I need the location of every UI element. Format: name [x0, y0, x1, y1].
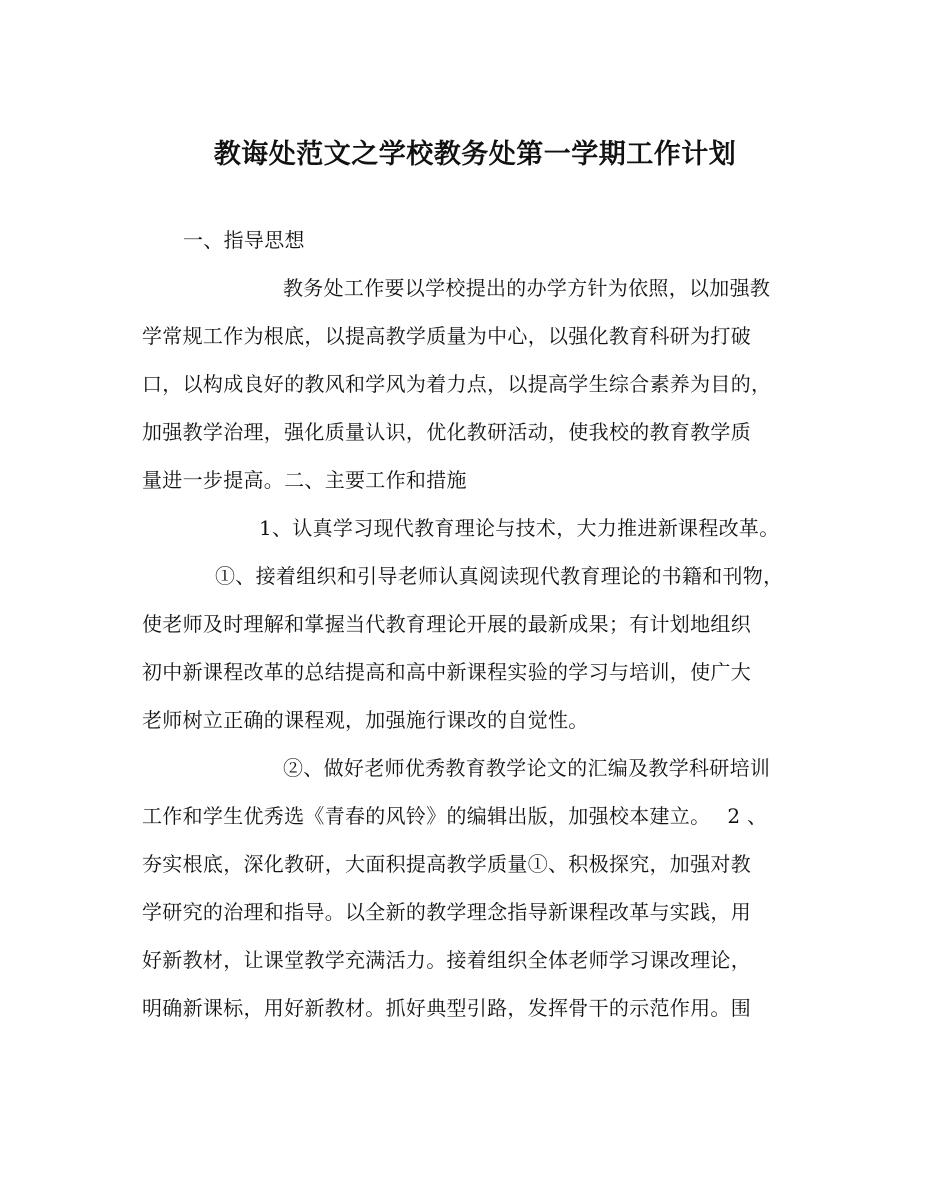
paragraph-line: 1、认真学习现代教育理论与技术，大力推进新课程改革。 [259, 516, 780, 540]
paragraph-line: 学研究的治理和指导。以全新的教学理念指导新课程改革与实践，用 [142, 900, 751, 924]
document-title: 教诲处范文之学校教务处第一学期工作计划 [213, 139, 737, 170]
paragraph-line: 好新教材，让课堂教学充满活力。接着组织全体老师学习课改理论， [142, 948, 751, 972]
paragraph-line: 使老师及时理解和掌握当代教育理论开展的最新成果；有计划地组织 [142, 612, 751, 636]
paragraph-line: 夯实根底，深化教研，大面积提高教学质量①、积极探究，加强对教 [142, 852, 751, 876]
paragraph-line: 口，以构成良好的教风和学风为着力点，以提高学生综合素养为目的， [142, 372, 772, 396]
paragraph-line: 教务处工作要以学校提出的办学方针为依照，以加强教 [283, 276, 771, 300]
paragraph-line: 学常规工作为根底，以提高教学质量为中心，以强化教育科研为打破 [142, 324, 751, 348]
paragraph-line: ①、接着组织和引导老师认真阅读现代教育理论的书籍和刊物， [215, 564, 784, 588]
paragraph-line: 加强教学治理，强化质量认识，优化教研活动，使我校的教育教学质 [142, 420, 751, 444]
paragraph-line: 量进一步提高。二、主要工作和措施 [142, 468, 467, 492]
paragraph-line: 初中新课程改革的总结提高和高中新课程实验的学习与培训，使广大 [142, 660, 751, 684]
paragraph-line: ②、做好老师优秀教育教学论文的汇编及教学科研培训 [283, 756, 771, 780]
paragraph-line: 工作和学生优秀选《青春的风铃》的编辑出版，加强校本建立。 2 、 [142, 804, 768, 828]
paragraph-line: 明确新课标，用好新教材。抓好典型引路，发挥骨干的示范作用。围 [142, 996, 751, 1020]
section-heading-guiding-ideology: 一、指导思想 [183, 228, 305, 252]
paragraph-line: 老师树立正确的课程观，加强施行课改的自觉性。 [142, 708, 589, 732]
